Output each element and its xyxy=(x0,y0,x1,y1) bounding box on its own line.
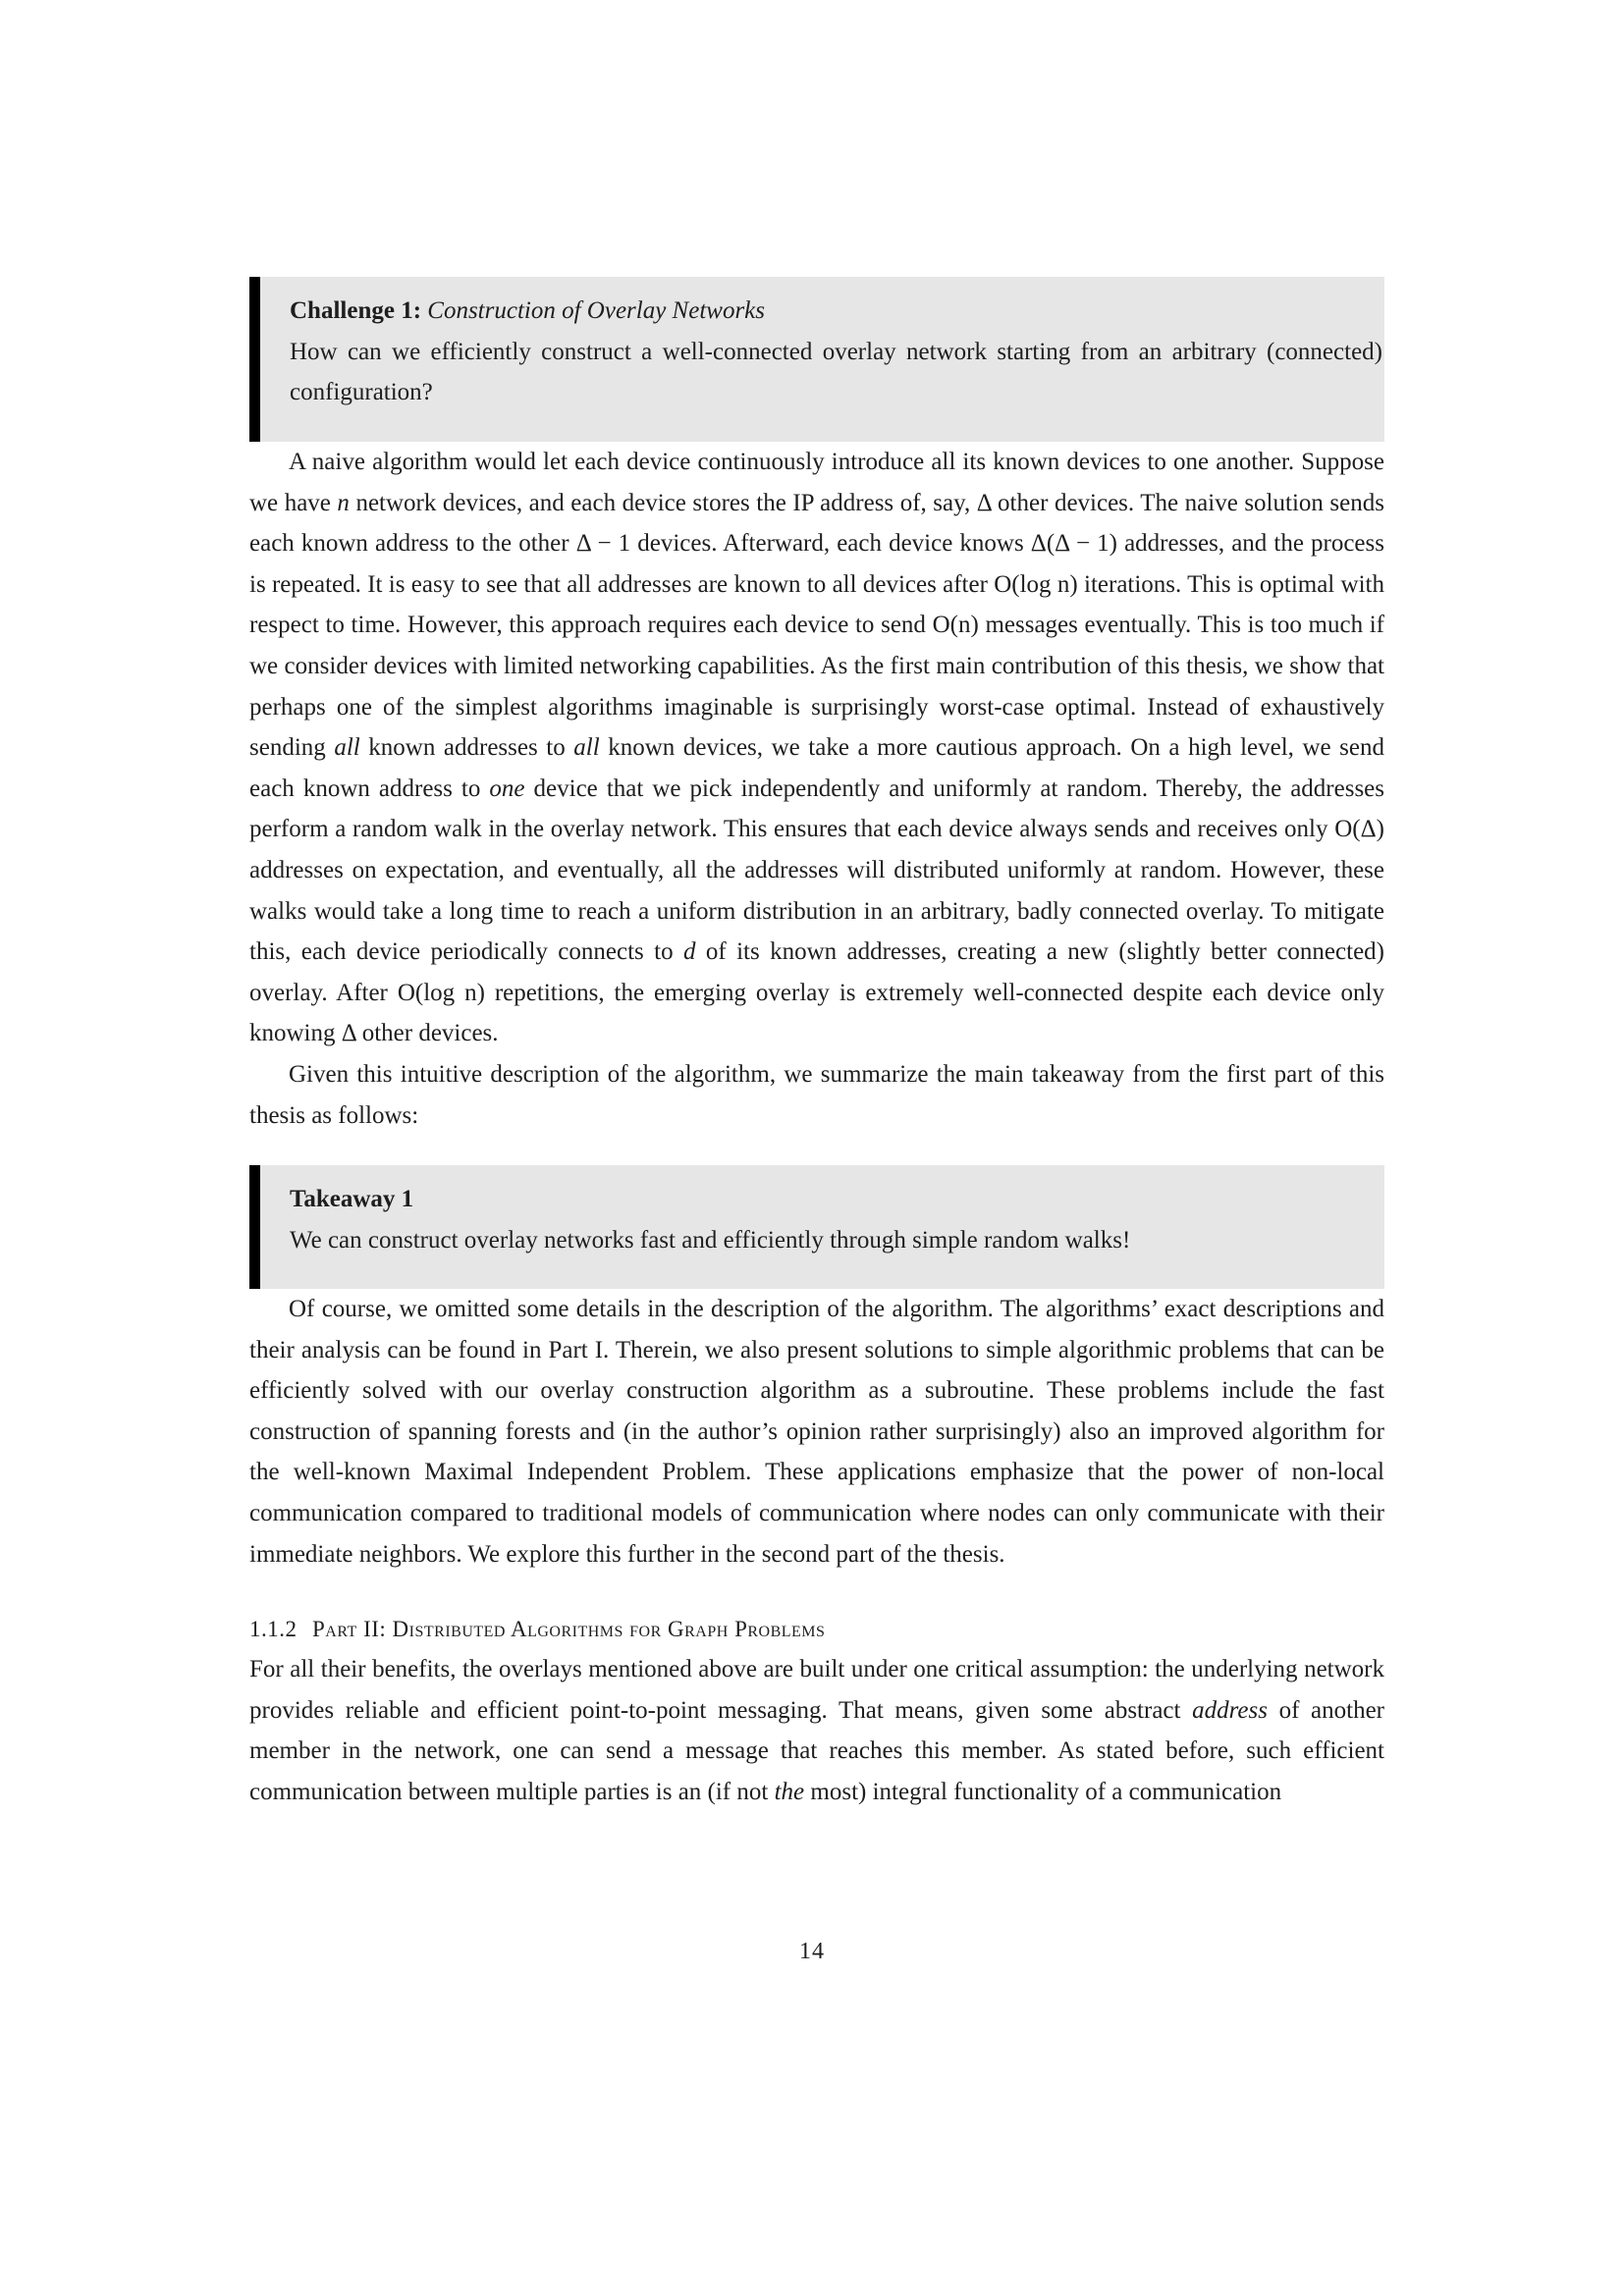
section-heading xyxy=(249,1610,1384,1649)
math-o-delta: O(Δ) xyxy=(1334,816,1384,843)
emphasis-the: the xyxy=(774,1779,805,1806)
emphasis-all: all xyxy=(573,734,600,762)
paragraph-overlay-assumption: For all their benefits, the overlays mentioned above are built under one critical assumption: the underlying network provides reliable and efficient point-to-point messaging. That means, given some abstract address of another member in the network, one can send a message that reaches this member. As stated before, such efficient communication between multiple parties is an (if not the most) integral functionality of a communication xyxy=(249,1656,1384,1806)
emphasis-address: address xyxy=(1192,1696,1268,1724)
paragraph-naive-algorithm: A naive algorithm would let each device continuously introduce all its known devices to one another. Suppose we have n network devices, and each device stores the IP address of, say, Δ other devices. The naive solution sends each known address to the other Δ − 1 devices. Afterward, each device knows Δ(Δ − 1) addresses, and the process is repeated. It is easy to see that all addresses are known to all devices after O(log n) iterations. This is optimal with respect to time. However, this approach requires each device to send O(n) messages eventually. This is too much if we consider devices with limited networking capabilities. As the first main contribution of this thesis, we show that perhaps one of the simplest algorithms imaginable is surprisingly worst-case optimal. Instead of exhaustively sending all known addresses to all known devices, we take a more cautious approach. On a high level, we send each known address to one device that we pick independently and uniformly at random. Thereby, the addresses perform a random walk in the overlay network. This ensures that each device always sends and receives only O(Δ) addresses on expectation, and eventually, all the addresses will distributed uniformly at random. However, these walks would take a long time to reach a uniform distribution in an arbitrary, badly connected overlay. To mitigate this, each device periodically connects to d of its known addresses, creating a new (slightly better connected) overlay. After O(log n) repetitions, the emerging overlay is extremely well-connected despite each device only knowing Δ other devices. xyxy=(249,449,1385,1047)
math-o-n: O(n) xyxy=(932,612,979,639)
challenge-title xyxy=(290,291,1384,332)
section-title: Part II: Distributed Algorithms for Graph Problems xyxy=(312,1617,826,1642)
takeaway-title xyxy=(290,1179,1384,1220)
section-number: 1.1.2 xyxy=(249,1617,298,1642)
page-number: 14 xyxy=(799,1939,825,1964)
challenge-name: Construction of Overlay Networks xyxy=(427,297,766,324)
challenge-box xyxy=(249,277,1384,442)
paragraph-summary-intro: Given this intuitive description of the algorithm, we summarize the main takeaway from the first part of this thesis as follows: xyxy=(249,1060,1384,1129)
math-delta-minus-one: Δ − 1 xyxy=(575,530,631,558)
paragraph-details: Of course, we omitted some details in the description of the algorithm. The algorithms’ exact descriptions and their analysis can be found in Part I. Therein, we also present solutions to simple algorithmic problems that can be efficiently solved with our overlay construction algorithm as a subroutine. These problems include the fast construction of spanning forests and (in the author’s opinion rather surprisingly) also an improved algorithm for the well-known Maximal Independent Problem. These applications emphasize that the power of non-local communication compared to traditional models of communication where nodes can only communicate with their immediate neighbors. We explore this further in the second part of the thesis. xyxy=(249,1296,1384,1568)
math-o-log-n: O(log n) xyxy=(397,979,485,1006)
challenge-question: How can we efficiently construct a well-connected overlay network starting from an arbitrary (connected) configuration? xyxy=(290,338,1382,405)
emphasis-all: all xyxy=(334,734,360,762)
page-content xyxy=(249,277,1384,1813)
math-d: d xyxy=(682,938,696,966)
challenge-label: Challenge 1: xyxy=(290,297,422,324)
math-delta: Δ xyxy=(976,489,992,516)
takeaway-box xyxy=(249,1165,1384,1289)
math-delta: Δ xyxy=(341,1020,356,1047)
takeaway-text: We can construct overlay networks fast and efficiently through simple random walks! xyxy=(290,1226,1131,1254)
math-o-log-n: O(log n) xyxy=(994,570,1078,598)
math-delta-product: Δ(Δ − 1) xyxy=(1030,530,1117,558)
emphasis-one: one xyxy=(489,774,525,802)
takeaway-label: Takeaway 1 xyxy=(290,1186,414,1213)
math-n: n xyxy=(337,489,350,516)
